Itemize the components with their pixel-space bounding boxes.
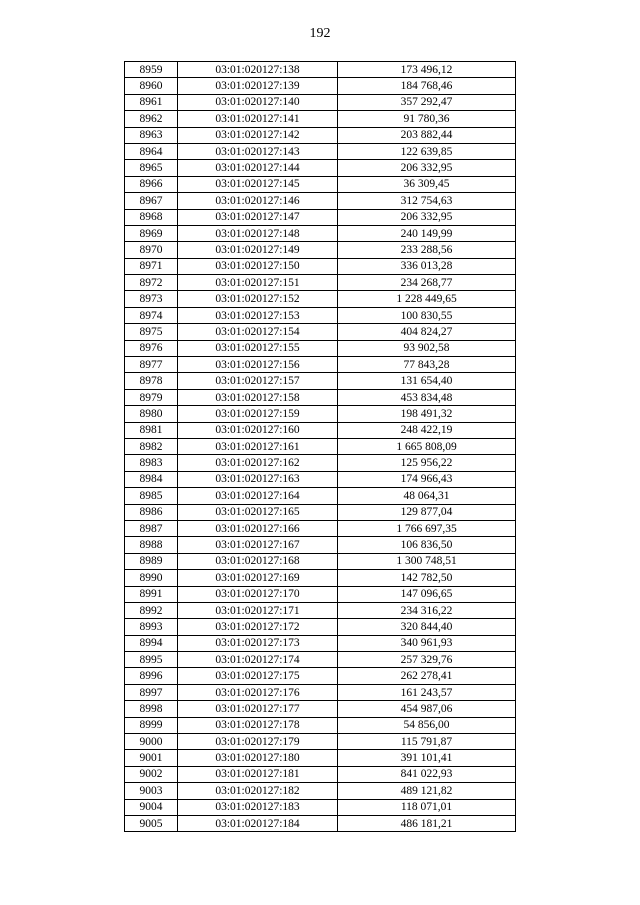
table-row — [125, 340, 516, 356]
cadastral-number-cell: 03:01:020127:174 — [178, 652, 338, 668]
table-row — [125, 520, 516, 536]
table-row — [125, 586, 516, 602]
row-number-cell: 8997 — [125, 684, 178, 700]
value-cell: 161 243,57 — [338, 684, 516, 700]
row-number-cell: 8969 — [125, 225, 178, 241]
cadastral-number-cell: 03:01:020127:154 — [178, 324, 338, 340]
table-row — [125, 799, 516, 815]
value-cell: 129 877,04 — [338, 504, 516, 520]
table-row — [125, 78, 516, 94]
row-number-cell: 9001 — [125, 750, 178, 766]
row-number-cell: 8998 — [125, 701, 178, 717]
cadastral-number-cell: 03:01:020127:141 — [178, 111, 338, 127]
row-number-cell: 8975 — [125, 324, 178, 340]
row-number-cell: 8962 — [125, 111, 178, 127]
table-row — [125, 570, 516, 586]
cadastral-number-cell: 03:01:020127:144 — [178, 160, 338, 176]
value-cell: 206 332,95 — [338, 209, 516, 225]
cadastral-number-cell: 03:01:020127:180 — [178, 750, 338, 766]
table-row — [125, 537, 516, 553]
row-number-cell: 8981 — [125, 422, 178, 438]
value-cell: 257 329,76 — [338, 652, 516, 668]
table-row — [125, 471, 516, 487]
value-cell: 486 181,21 — [338, 815, 516, 831]
value-cell: 106 836,50 — [338, 537, 516, 553]
value-cell: 453 834,48 — [338, 389, 516, 405]
value-cell: 1 228 449,65 — [338, 291, 516, 307]
cadastral-number-cell: 03:01:020127:165 — [178, 504, 338, 520]
table-row — [125, 602, 516, 618]
row-number-cell: 8983 — [125, 455, 178, 471]
value-cell: 174 966,43 — [338, 471, 516, 487]
table-row — [125, 160, 516, 176]
table-row — [125, 488, 516, 504]
row-number-cell: 8985 — [125, 488, 178, 504]
row-number-cell: 8989 — [125, 553, 178, 569]
table-row — [125, 176, 516, 192]
value-cell: 233 288,56 — [338, 242, 516, 258]
table-row — [125, 111, 516, 127]
row-number-cell: 8992 — [125, 602, 178, 618]
row-number-cell: 8987 — [125, 520, 178, 536]
cadastral-number-cell: 03:01:020127:176 — [178, 684, 338, 700]
cadastral-number-cell: 03:01:020127:175 — [178, 668, 338, 684]
cadastral-number-cell: 03:01:020127:152 — [178, 291, 338, 307]
value-cell: 100 830,55 — [338, 307, 516, 323]
value-cell: 48 064,31 — [338, 488, 516, 504]
table-row — [125, 373, 516, 389]
row-number-cell: 8972 — [125, 275, 178, 291]
table-row — [125, 291, 516, 307]
table-row — [125, 553, 516, 569]
cadastral-number-cell: 03:01:020127:142 — [178, 127, 338, 143]
value-cell: 336 013,28 — [338, 258, 516, 274]
row-number-cell: 8995 — [125, 652, 178, 668]
cadastral-number-cell: 03:01:020127:184 — [178, 815, 338, 831]
value-cell: 54 856,00 — [338, 717, 516, 733]
cadastral-number-cell: 03:01:020127:146 — [178, 193, 338, 209]
cadastral-number-cell: 03:01:020127:158 — [178, 389, 338, 405]
row-number-cell: 8982 — [125, 438, 178, 454]
cadastral-number-cell: 03:01:020127:140 — [178, 94, 338, 110]
row-number-cell: 8961 — [125, 94, 178, 110]
table-row — [125, 717, 516, 733]
table-row — [125, 143, 516, 159]
table-row — [125, 766, 516, 782]
cadastral-number-cell: 03:01:020127:172 — [178, 619, 338, 635]
cadastral-value-table — [124, 61, 516, 832]
table-row — [125, 438, 516, 454]
value-cell: 404 824,27 — [338, 324, 516, 340]
row-number-cell: 8978 — [125, 373, 178, 389]
cadastral-number-cell: 03:01:020127:183 — [178, 799, 338, 815]
value-cell: 357 292,47 — [338, 94, 516, 110]
table-row — [125, 389, 516, 405]
row-number-cell: 8984 — [125, 471, 178, 487]
value-cell: 184 768,46 — [338, 78, 516, 94]
row-number-cell: 8980 — [125, 406, 178, 422]
table-row — [125, 635, 516, 651]
cadastral-number-cell: 03:01:020127:159 — [178, 406, 338, 422]
table-row — [125, 504, 516, 520]
cadastral-number-cell: 03:01:020127:173 — [178, 635, 338, 651]
value-cell: 1 665 808,09 — [338, 438, 516, 454]
cadastral-number-cell: 03:01:020127:170 — [178, 586, 338, 602]
cadastral-number-cell: 03:01:020127:162 — [178, 455, 338, 471]
row-number-cell: 8977 — [125, 357, 178, 373]
value-cell: 91 780,36 — [338, 111, 516, 127]
table-row — [125, 357, 516, 373]
row-number-cell: 8960 — [125, 78, 178, 94]
cadastral-number-cell: 03:01:020127:178 — [178, 717, 338, 733]
value-cell: 93 902,58 — [338, 340, 516, 356]
cadastral-number-cell: 03:01:020127:167 — [178, 537, 338, 553]
table-row — [125, 406, 516, 422]
value-cell: 240 149,99 — [338, 225, 516, 241]
value-cell: 206 332,95 — [338, 160, 516, 176]
cadastral-number-cell: 03:01:020127:161 — [178, 438, 338, 454]
table-row — [125, 193, 516, 209]
row-number-cell: 8974 — [125, 307, 178, 323]
row-number-cell: 9000 — [125, 734, 178, 750]
value-cell: 312 754,63 — [338, 193, 516, 209]
cadastral-number-cell: 03:01:020127:171 — [178, 602, 338, 618]
value-cell: 147 096,65 — [338, 586, 516, 602]
table-row — [125, 815, 516, 831]
value-cell: 248 422,19 — [338, 422, 516, 438]
table-row — [125, 619, 516, 635]
value-cell: 454 987,06 — [338, 701, 516, 717]
row-number-cell: 8996 — [125, 668, 178, 684]
row-number-cell: 9003 — [125, 783, 178, 799]
value-cell: 118 071,01 — [338, 799, 516, 815]
table-row — [125, 422, 516, 438]
row-number-cell: 8965 — [125, 160, 178, 176]
cadastral-number-cell: 03:01:020127:177 — [178, 701, 338, 717]
table-row — [125, 783, 516, 799]
row-number-cell: 8986 — [125, 504, 178, 520]
cadastral-number-cell: 03:01:020127:151 — [178, 275, 338, 291]
cadastral-number-cell: 03:01:020127:145 — [178, 176, 338, 192]
table-row — [125, 209, 516, 225]
row-number-cell: 8964 — [125, 143, 178, 159]
row-number-cell: 8979 — [125, 389, 178, 405]
cadastral-number-cell: 03:01:020127:143 — [178, 143, 338, 159]
page-number: 192 — [309, 26, 331, 41]
table-row — [125, 242, 516, 258]
row-number-cell: 8991 — [125, 586, 178, 602]
table-body — [125, 62, 516, 832]
value-cell: 391 101,41 — [338, 750, 516, 766]
row-number-cell: 8959 — [125, 62, 178, 78]
value-cell: 198 491,32 — [338, 406, 516, 422]
cadastral-number-cell: 03:01:020127:153 — [178, 307, 338, 323]
row-number-cell: 8990 — [125, 570, 178, 586]
cadastral-number-cell: 03:01:020127:149 — [178, 242, 338, 258]
table-row — [125, 684, 516, 700]
value-cell: 77 843,28 — [338, 357, 516, 373]
row-number-cell: 8963 — [125, 127, 178, 143]
row-number-cell: 8973 — [125, 291, 178, 307]
row-number-cell: 8994 — [125, 635, 178, 651]
value-cell: 489 121,82 — [338, 783, 516, 799]
row-number-cell: 9002 — [125, 766, 178, 782]
row-number-cell: 8968 — [125, 209, 178, 225]
cadastral-number-cell: 03:01:020127:156 — [178, 357, 338, 373]
row-number-cell: 8966 — [125, 176, 178, 192]
row-number-cell: 9005 — [125, 815, 178, 831]
table-row — [125, 750, 516, 766]
value-cell: 1 300 748,51 — [338, 553, 516, 569]
value-cell: 841 022,93 — [338, 766, 516, 782]
value-cell: 320 844,40 — [338, 619, 516, 635]
row-number-cell: 8993 — [125, 619, 178, 635]
row-number-cell: 8999 — [125, 717, 178, 733]
row-number-cell: 8971 — [125, 258, 178, 274]
table-row — [125, 455, 516, 471]
value-cell: 234 268,77 — [338, 275, 516, 291]
table-row — [125, 324, 516, 340]
value-cell: 340 961,93 — [338, 635, 516, 651]
table-row — [125, 225, 516, 241]
cadastral-number-cell: 03:01:020127:163 — [178, 471, 338, 487]
table-row — [125, 258, 516, 274]
table-row — [125, 668, 516, 684]
cadastral-number-cell: 03:01:020127:166 — [178, 520, 338, 536]
table-row — [125, 701, 516, 717]
table-row — [125, 652, 516, 668]
value-cell: 234 316,22 — [338, 602, 516, 618]
row-number-cell: 8970 — [125, 242, 178, 258]
value-cell: 262 278,41 — [338, 668, 516, 684]
row-number-cell: 9004 — [125, 799, 178, 815]
value-cell: 173 496,12 — [338, 62, 516, 78]
cadastral-number-cell: 03:01:020127:150 — [178, 258, 338, 274]
table-row — [125, 275, 516, 291]
value-cell: 125 956,22 — [338, 455, 516, 471]
cadastral-number-cell: 03:01:020127:179 — [178, 734, 338, 750]
table-row — [125, 94, 516, 110]
row-number-cell: 8976 — [125, 340, 178, 356]
cadastral-number-cell: 03:01:020127:139 — [178, 78, 338, 94]
cadastral-number-cell: 03:01:020127:155 — [178, 340, 338, 356]
cadastral-number-cell: 03:01:020127:164 — [178, 488, 338, 504]
cadastral-number-cell: 03:01:020127:168 — [178, 553, 338, 569]
row-number-cell: 8988 — [125, 537, 178, 553]
table-row — [125, 734, 516, 750]
cadastral-number-cell: 03:01:020127:181 — [178, 766, 338, 782]
cadastral-number-cell: 03:01:020127:160 — [178, 422, 338, 438]
value-cell: 122 639,85 — [338, 143, 516, 159]
value-cell: 131 654,40 — [338, 373, 516, 389]
value-cell: 203 882,44 — [338, 127, 516, 143]
value-cell: 36 309,45 — [338, 176, 516, 192]
table-row — [125, 62, 516, 78]
value-cell: 142 782,50 — [338, 570, 516, 586]
value-cell: 115 791,87 — [338, 734, 516, 750]
cadastral-number-cell: 03:01:020127:182 — [178, 783, 338, 799]
cadastral-number-cell: 03:01:020127:169 — [178, 570, 338, 586]
cadastral-number-cell: 03:01:020127:138 — [178, 62, 338, 78]
cadastral-number-cell: 03:01:020127:148 — [178, 225, 338, 241]
table-row — [125, 307, 516, 323]
table-row — [125, 127, 516, 143]
row-number-cell: 8967 — [125, 193, 178, 209]
cadastral-number-cell: 03:01:020127:147 — [178, 209, 338, 225]
value-cell: 1 766 697,35 — [338, 520, 516, 536]
cadastral-number-cell: 03:01:020127:157 — [178, 373, 338, 389]
